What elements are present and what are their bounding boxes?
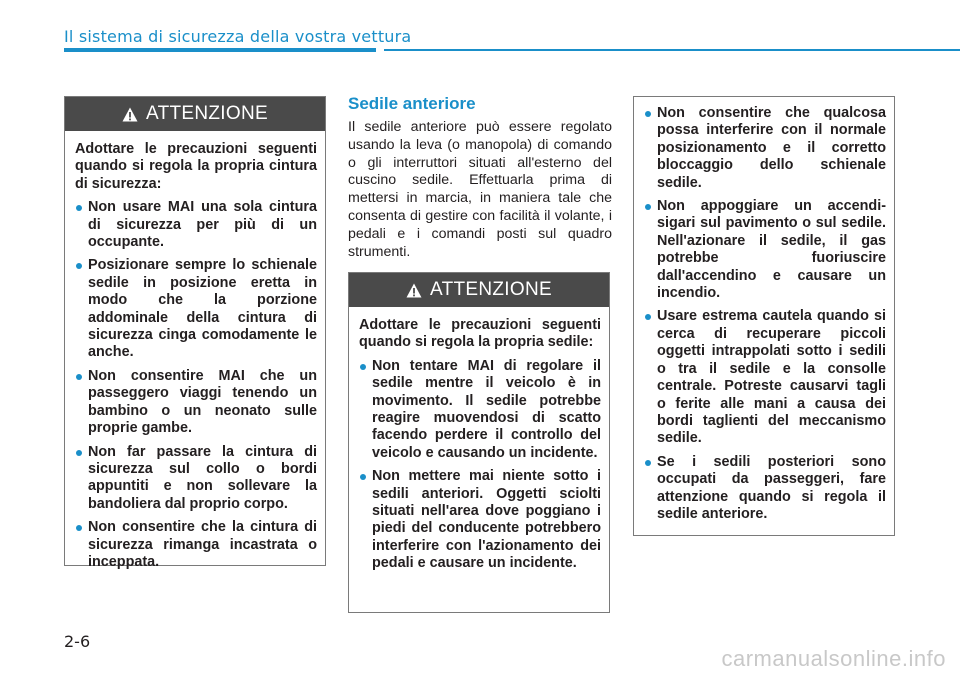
warning-box-continued: [633, 96, 895, 536]
warning-list: [644, 105, 886, 523]
header-rule-thin: [384, 49, 960, 51]
warning-list: [75, 199, 317, 571]
list-item: Se i sedili posteriori sono occupati da passeggeri, fare attenzione quando si regola il sedile anteriore.: [644, 454, 886, 524]
list-item: Non tentare MAI di regolare il sedile mentre il veicolo è in movimento. Il sedile potrebbe reagire muovendosi di scatto facendo perdere il controllo del veicolo e causando un incidente.: [359, 358, 601, 462]
warning-intro: Adottare le precauzioni seguenti quando si regola la propria sedile:: [359, 317, 601, 351]
list-item: Non consentire che qualcosa possa interferire con il normale posizionamento e il corretto bloccaggio dello schienale sedile.: [644, 105, 886, 192]
list-item: Usare estrema cautela quando si cerca di recuperare piccoli oggetti intrappolati sotto i sedili o tra il sedile e la consolle centrale. Potreste causarvi tagli o ferite alle mani a causa dei bordi taglienti del meccanismo sedile.: [644, 308, 886, 447]
list-item: Non mettere mai niente sotto i sedili anteriori. Oggetti sciolti situati nell'area dove poggiano i piedi del conducente potrebbero interferire con l'azionamento dei pedali e causare un incidente.: [359, 468, 601, 572]
warning-triangle-icon: [406, 283, 422, 298]
list-item: Non consentire che la cintura di sicurezza rimanga incastrata o inceppata.: [75, 519, 317, 571]
chapter-title: Il sistema di sicurezza della vostra vettura: [64, 27, 412, 46]
section-paragraph: Il sedile anteriore può essere regolato usando la leva (o manopola) di comando o gli interruttori situati all'esterno del cuscino sedile. Effettuarla prima di mettersi in marcia, in maniera tale che consenta di gestire con facilità il volante, i pedali e i comandi posti sul quadro strumenti.: [348, 119, 612, 260]
watermark: carmanualsonline.info: [721, 646, 946, 671]
warning-list: [359, 358, 601, 573]
list-item: Posizionare sempre lo schienale sedile in posizione eretta in modo che la porzione addominale della cintura di sicurezza cinga comodamente le anche.: [75, 257, 317, 361]
section-title: Sedile anteriore: [348, 94, 476, 113]
list-item: Non consentire MAI che un passeggero viaggi tenendo un bambino o un neonato sulle proprie gambe.: [75, 368, 317, 438]
warning-body: [65, 131, 325, 587]
warning-intro: Adottare le precauzioni seguenti quando si regola la propria cintura di sicurezza:: [75, 141, 317, 192]
warning-header: [65, 97, 325, 131]
list-item: Non far passare la cintura di sicurezza sul collo o bordi appuntiti e non sollevare la bandoliera dal proprio corpo.: [75, 444, 317, 514]
warning-body: [349, 307, 609, 589]
list-item: Non appoggiare un accendi-sigari sul pavimento o sul sedile. Nell'azionare il sedile, il gas potrebbe fuoriuscire dall'accendino e causare un incendio.: [644, 198, 886, 302]
warning-heading: ATTENZIONE: [430, 279, 552, 300]
warning-triangle-icon: [122, 107, 138, 122]
page-number: 2-6: [64, 632, 91, 651]
warning-heading: ATTENZIONE: [146, 103, 268, 124]
header-rule-thick: [64, 48, 376, 52]
list-item: Non usare MAI una sola cintura di sicurezza per più di un occupante.: [75, 199, 317, 251]
warning-box-seatbelt: [64, 96, 326, 570]
warning-box-seat: [348, 272, 610, 613]
warning-header: [349, 273, 609, 307]
warning-body: [634, 97, 894, 539]
